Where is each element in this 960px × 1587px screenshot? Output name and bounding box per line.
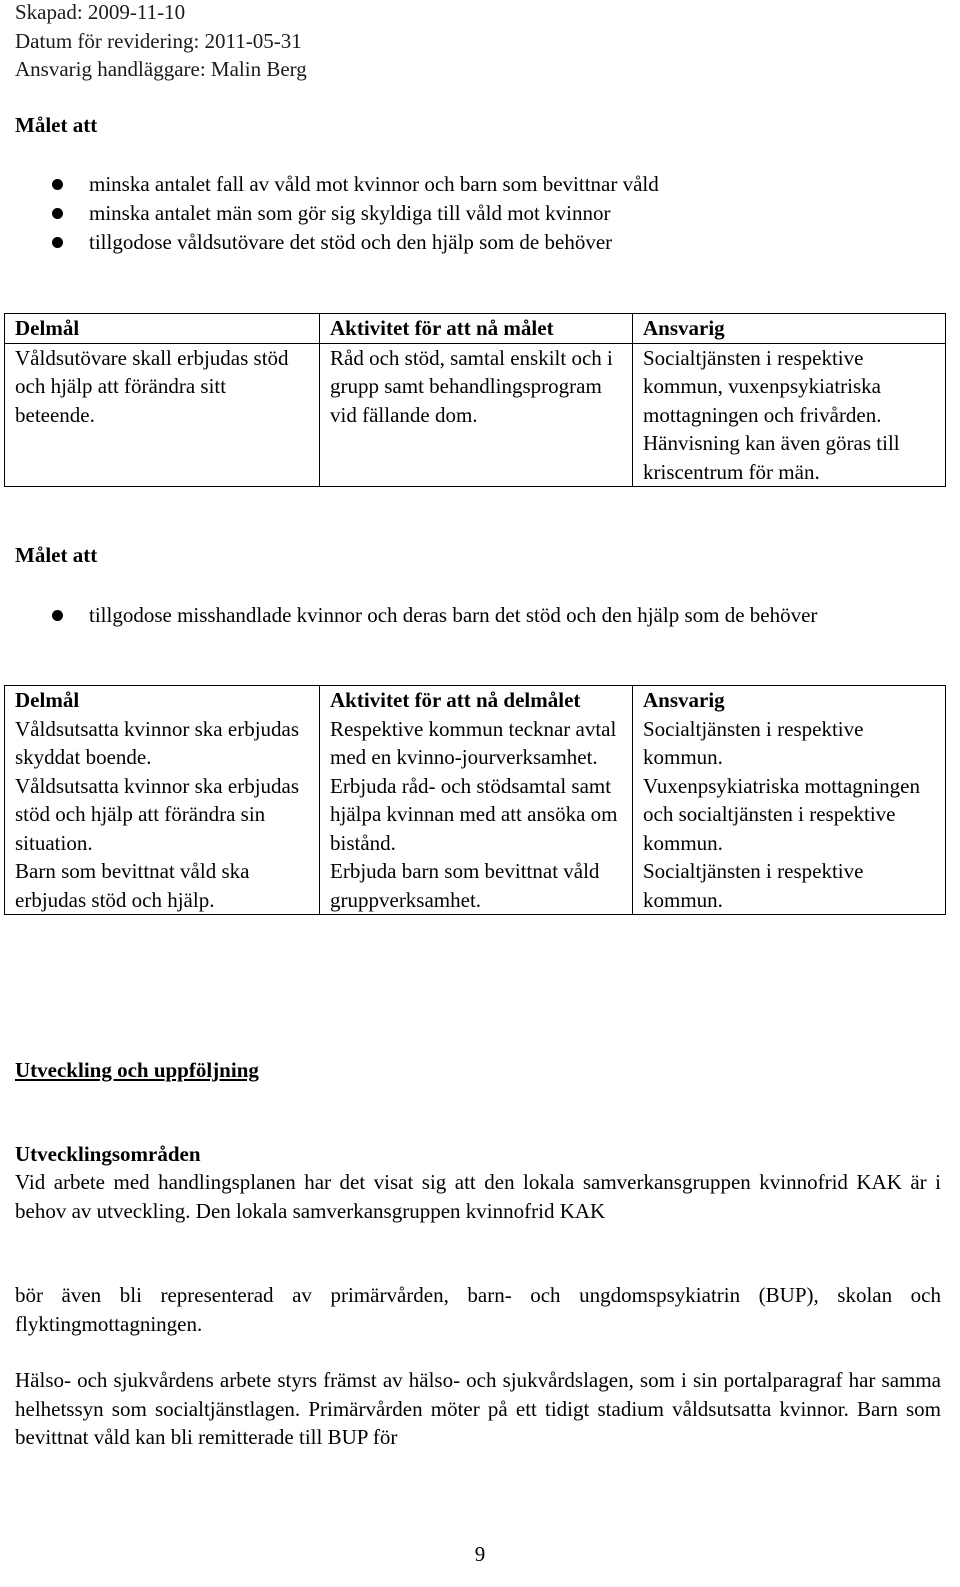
paragraph: Hälso- och sjukvårdens arbete styrs främst av hälso- och sjukvårdslagen, som i sin portalparagraf har samma helhetssyn som socialtjänstlagen. Primärvården möter på ett tidigt stadium våldsutsatta kvinnor. Barn som bevittnat våld kan bli remitterade till BUP för xyxy=(15,1368,941,1449)
table-header-cell: Delmål xyxy=(5,314,320,344)
table-row xyxy=(5,715,946,772)
table-header-cell: Ansvarig xyxy=(633,314,946,344)
table-cell: Våldsutövare skall erbjudas stöd och hjälp att förändra sitt beteende. xyxy=(5,343,320,487)
table-cell: Erbjuda barn som bevittnat våld gruppverksamhet. xyxy=(320,857,633,915)
list-item: minska antalet män som gör sig skyldiga till våld mot kvinnor xyxy=(0,199,659,228)
paragraph: Vid arbete med handlingsplanen har det visat sig att den lokala samverkansgruppen kvinnofrid KAK är i behov av utveckling. Den lokala samverkansgruppen kvinnofrid KAK xyxy=(15,1170,941,1223)
table-header-row xyxy=(5,314,946,344)
followup-title: Utveckling och uppföljning xyxy=(15,1058,259,1082)
table-cell: Råd och stöd, samtal enskilt och i grupp samt behandlingsprogram vid fällande dom. xyxy=(320,343,633,487)
table-header-cell: Aktivitet för att nå delmålet xyxy=(320,686,633,715)
table-cell: Socialtjänsten i respektive kommun, vuxenpsykiatriska mottagningen och frivården. Hänvisning kan även göras till kriscentrum för män. xyxy=(633,343,946,487)
table-cell: Våldsutsatta kvinnor ska erbjudas stöd och hjälp att förändra sin situation. xyxy=(5,772,320,858)
table-cell: Våldsutsatta kvinnor ska erbjudas skyddat boende. xyxy=(5,715,320,772)
list-item: tillgodose våldsutövare det stöd och den hjälp som de behöver xyxy=(0,228,659,257)
table-row xyxy=(5,772,946,858)
table-header-row xyxy=(5,686,946,715)
list-item: tillgodose misshandlade kvinnor och deras barn det stöd och den hjälp som de behöver xyxy=(0,601,817,630)
revision-date: Datum för revidering: 2011-05-31 xyxy=(15,28,302,53)
goals-table-2 xyxy=(4,685,946,915)
section-heading-goals-2: Målet att xyxy=(15,543,98,567)
bullet-icon xyxy=(52,237,63,248)
table-cell: Vuxenpsykiatriska mottagningen och socialtjänsten i respektive kommun. xyxy=(633,772,946,858)
list-item: minska antalet fall av våld mot kvinnor och barn som bevittnar våld xyxy=(0,170,659,199)
goal-list-1 xyxy=(0,170,659,257)
table-cell: Socialtjänsten i respektive kommun. xyxy=(633,857,946,915)
table-header-cell: Aktivitet för att nå målet xyxy=(320,314,633,344)
bullet-icon xyxy=(52,208,63,219)
table-row xyxy=(5,857,946,915)
responsible-officer: Ansvarig handläggare: Malin Berg xyxy=(15,57,307,81)
table-row xyxy=(5,343,946,487)
table-header-cell: Delmål xyxy=(5,686,320,715)
paragraph: bör även bli representerad av primärvården, barn- och ungdomspsykiatrin (BUP), skolan och flyktingmottagningen. xyxy=(15,1283,941,1336)
bullet-icon xyxy=(52,179,63,190)
document-meta xyxy=(15,0,307,84)
table-header-cell: Ansvarig xyxy=(633,686,946,715)
section-heading-goals-1: Målet att xyxy=(15,113,98,137)
table-cell: Socialtjänsten i respektive kommun. xyxy=(633,715,946,772)
table-cell: Barn som bevittnat våld ska erbjudas stöd och hjälp. xyxy=(5,857,320,915)
goals-table-1 xyxy=(4,313,946,487)
bullet-icon xyxy=(52,610,63,621)
table-cell: Erbjuda råd- och stödsamtal samt hjälpa kvinnan med att ansöka om bistånd. xyxy=(320,772,633,858)
page-number: 9 xyxy=(474,1542,486,1566)
development-areas-heading: Utvecklingsområden xyxy=(15,1142,201,1166)
table-cell: Respektive kommun tecknar avtal med en kvinno-jourverksamhet. xyxy=(320,715,633,772)
goal-list-2 xyxy=(0,601,817,630)
created-date: Skapad: 2009-11-10 xyxy=(15,0,186,24)
